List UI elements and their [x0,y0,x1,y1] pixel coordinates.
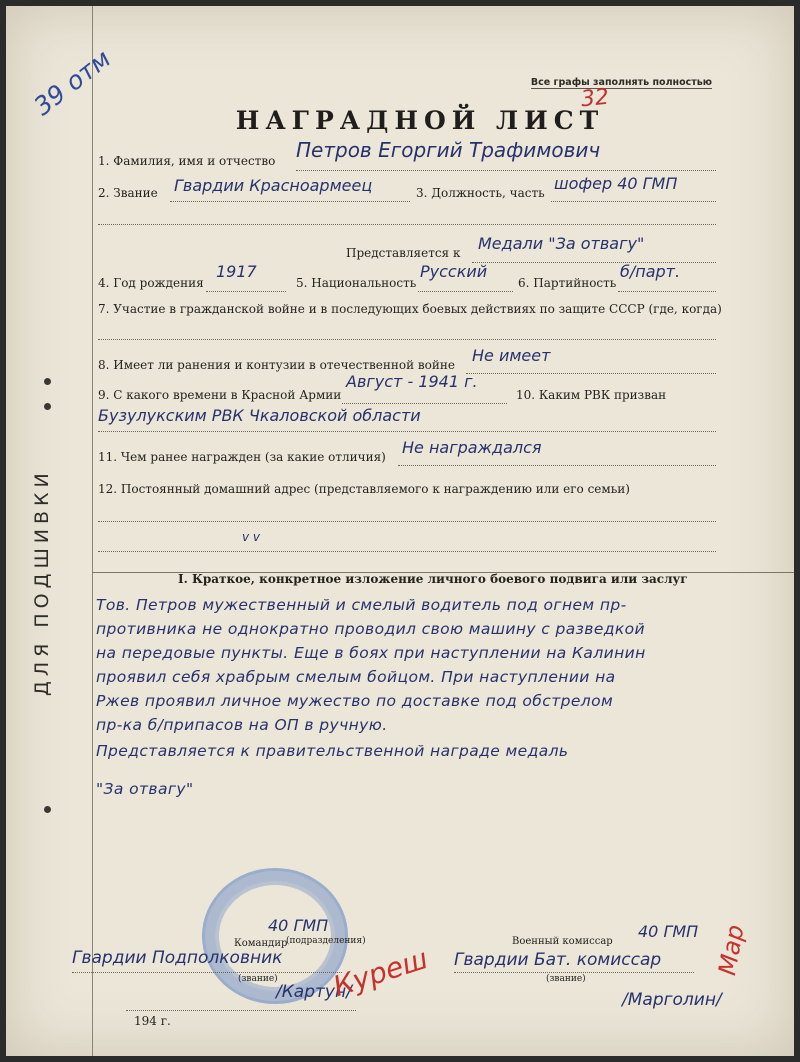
document-title: НАГРАДНОЙ ЛИСТ [235,106,605,135]
commissar-unit-value: 40 ГМП [638,922,699,941]
field-4-label: 4. Год рождения [98,276,204,290]
field-9-line [342,403,507,404]
field-3-line [551,201,716,202]
date-label: 194 г. [134,1014,171,1028]
field-4-line [206,291,286,292]
commander-unit-value: 40 ГМП [268,916,329,935]
field-10-line [98,431,716,432]
field-7-label: 7. Участие в гражданской войне и в последующих боевых действиях по защите СССР (где, когда) [98,302,722,316]
field-2-value: Гвардии Красноармеец [174,176,373,195]
fill-all-fields-note: Все графы заполнять полностью [530,77,712,88]
commander-rank-line [72,972,342,973]
field-1-line [296,170,716,171]
field-6-line [618,291,716,292]
presented-label: Представляется к [346,246,461,260]
deed-line: пр-ка б/припасов на ОП в ручную. [96,716,388,734]
field-6-value: б/парт. [620,262,681,281]
commander-subunit-label: (подразделения) [286,936,366,946]
field-9-label: 9. С какого времени в Красной Армии [98,388,342,402]
commander-rank-value: Гвардии Подполковник [72,948,283,968]
commissar-signature: /Марголин/ [622,990,722,1010]
red-number-mark: 32 [579,84,611,113]
field-8-line [466,373,716,374]
red-signature-right: Мар [713,922,750,978]
field-3-value: шофер 40 ГМП [554,174,678,193]
field-5-line [418,291,513,292]
field-12-line [98,521,716,522]
field-5-value: Русский [420,262,488,281]
punch-hole [44,403,51,410]
punch-hole [44,806,51,813]
field-11-label: 11. Чем ранее награжден (за какие отличия) [98,450,386,464]
deed-line: на передовые пункты. Еще в боях при наступлении на Калинин [96,644,646,662]
punch-hole [44,378,51,385]
section-1-title: I. Краткое, конкретное изложение личного боевого подвига или заслуг [178,572,688,586]
deed-line: Представляется к правительственной награде медаль [96,742,569,760]
commander-rank-caption: (звание) [238,974,278,984]
deed-line: "За отвагу" [96,780,194,798]
deed-line: Тов. Петров мужественный и смелый водитель под огнем пр- [96,596,627,614]
deed-line: проявил себя храбрым смелым бойцом. При наступлении на [96,668,616,686]
presented-value: Медали "За отвагу" [478,234,645,253]
commissar-rank-value: Гвардии Бат. комиссар [454,950,662,970]
commander-signature-line [126,1010,356,1011]
field-2-label: 2. Звание [98,186,158,200]
field-8-label: 8. Имеет ли ранения и контузии в отечественной войне [98,358,455,372]
deed-line: противника не однократно проводил свою машину с разведкой [96,620,646,638]
field-5-label: 5. Национальность [296,276,417,290]
field-9-value: Август - 1941 г. [346,372,478,391]
deed-line: Ржев проявил личное мужество по доставке под обстрелом [96,692,614,710]
binding-margin-label: ДЛЯ ПОДШИВКИ [31,468,53,696]
field-1-label: 1. Фамилия, имя и отчество [98,154,276,168]
award-sheet [6,6,794,1056]
field-10-label: 10. Каким РВК призван [516,388,667,402]
field-8-value: Не имеет [472,346,551,365]
extra-line [98,224,716,225]
field-4-value: 1917 [216,262,257,281]
commissar-label: Военный комиссар [512,936,613,947]
field-6-label: 6. Партийность [518,276,617,290]
field-12-value: v v [242,530,261,544]
field-3-label: 3. Должность, часть [416,186,545,200]
field-12-line-2 [98,551,716,552]
field-1-value: Петров Егоргий Трафимович [296,138,601,162]
red-signature-left: Куреш [329,941,432,1004]
field-12-label: 12. Постоянный домашний адрес (представляемого к награждению или его семьи) [98,482,630,496]
commander-label: Командир [234,938,288,949]
corner-handwritten-mark: 39 отм [28,43,117,122]
field-10-value: Бузулукским РВК Чкаловской области [98,406,421,425]
field-11-value: Не награждался [402,438,542,457]
commissar-rank-caption: (звание) [546,974,586,984]
field-2-line [170,201,410,202]
field-7-line [98,339,716,340]
field-11-line [398,465,716,466]
commissar-rank-line [454,972,694,973]
commander-signature: /Картун/ [276,982,352,1002]
